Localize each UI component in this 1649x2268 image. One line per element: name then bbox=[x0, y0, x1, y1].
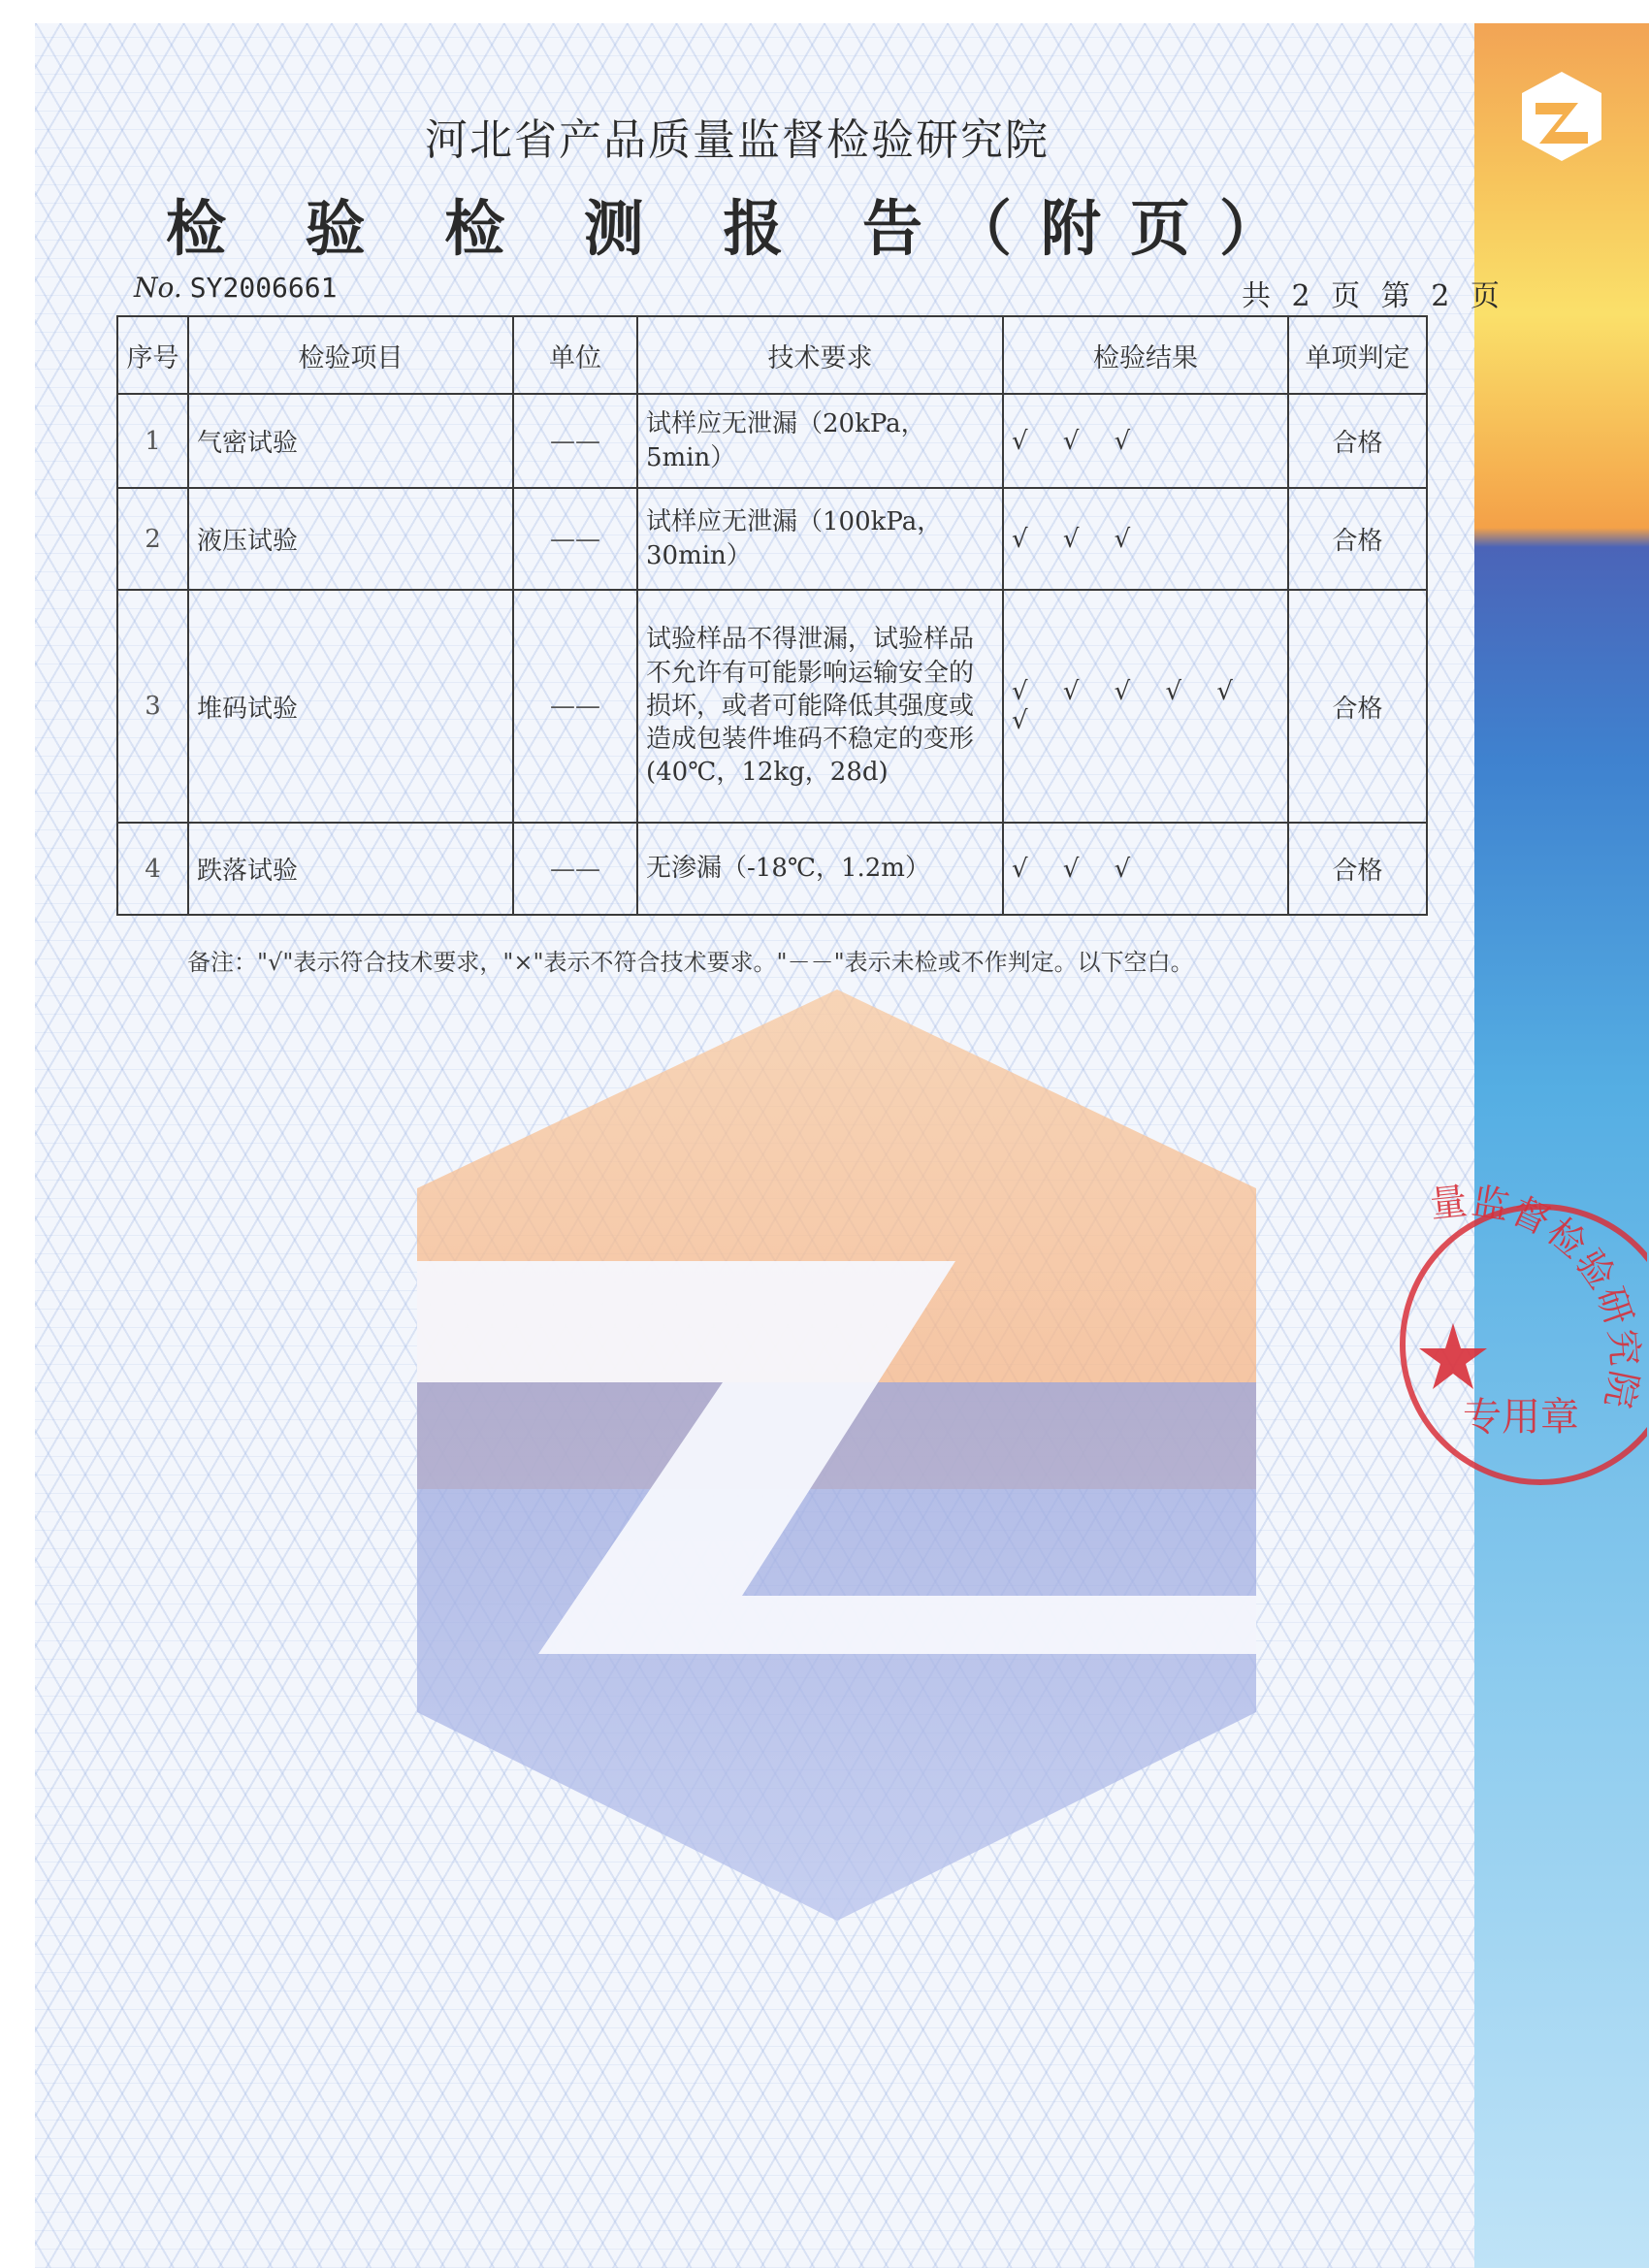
row-seq: 2 bbox=[117, 488, 188, 590]
row-unit: —— bbox=[513, 488, 637, 590]
table-row bbox=[117, 590, 1427, 823]
row-seq: 1 bbox=[117, 394, 188, 488]
row-seq: 3 bbox=[117, 590, 188, 823]
row-item: 跌落试验 bbox=[188, 823, 513, 915]
row-item: 气密试验 bbox=[188, 394, 513, 488]
decorative-side-band bbox=[1474, 23, 1649, 2268]
row-judgement: 合格 bbox=[1288, 823, 1427, 915]
header-requirement: 技术要求 bbox=[637, 316, 1003, 394]
seal-text-top: 量监督检验研究院 bbox=[1428, 1179, 1647, 1414]
row-unit: —— bbox=[513, 394, 637, 488]
official-seal-icon bbox=[1395, 1160, 1647, 1490]
page-left-margin bbox=[0, 0, 35, 2268]
row-unit: —— bbox=[513, 590, 637, 823]
seal-text-bottom: 专用章 bbox=[1463, 1395, 1579, 1440]
row-requirement: 试样应无泄漏（100kPa，30min） bbox=[637, 488, 1003, 590]
watermark-logo-icon bbox=[403, 975, 1271, 1930]
report-number-label: No. bbox=[134, 272, 182, 304]
row-requirement: 试验样品不得泄漏，试验样品不允许有可能影响运输安全的损坏，或者可能降低其强度或造成包装件堆码不稳定的变形(40℃，12kg，28d) bbox=[637, 590, 1003, 823]
header-item: 检验项目 bbox=[188, 316, 513, 394]
row-result: √ √ √ bbox=[1003, 823, 1288, 915]
table-row bbox=[117, 823, 1427, 915]
row-seq: 4 bbox=[117, 823, 188, 915]
header-unit: 单位 bbox=[513, 316, 637, 394]
institute-name: 河北省产品质量监督检验研究院 bbox=[425, 115, 1050, 165]
institute-logo-icon bbox=[1518, 68, 1605, 165]
page-top-margin bbox=[0, 0, 1649, 23]
row-result: √ √ √ bbox=[1003, 394, 1288, 488]
row-requirement: 无渗漏（-18℃，1.2m） bbox=[637, 823, 1003, 915]
header-judgement: 单项判定 bbox=[1288, 316, 1427, 394]
row-requirement: 试样应无泄漏（20kPa，5min） bbox=[637, 394, 1003, 488]
report-number bbox=[134, 272, 337, 304]
report-number-value: SY2006661 bbox=[189, 272, 338, 304]
header-seq: 序号 bbox=[117, 316, 188, 394]
report-title: 检 验 检 测 报 告（附页） bbox=[166, 193, 1309, 264]
table-row bbox=[117, 488, 1427, 590]
inspection-results-table bbox=[116, 315, 1428, 916]
remarks-note: 备注："√"表示符合技术要求，"×"表示不符合技术要求。"－－"表示未检或不作判定。以下空白。 bbox=[187, 949, 1194, 976]
row-result: √ √ √ √ √ √ bbox=[1003, 590, 1288, 823]
row-unit: —— bbox=[513, 823, 637, 915]
row-judgement: 合格 bbox=[1288, 394, 1427, 488]
table-row bbox=[117, 394, 1427, 488]
row-judgement: 合格 bbox=[1288, 488, 1427, 590]
row-item: 堆码试验 bbox=[188, 590, 513, 823]
row-result: √ √ √ bbox=[1003, 488, 1288, 590]
row-judgement: 合格 bbox=[1288, 590, 1427, 823]
page-count: 共 2 页 第 2 页 bbox=[1242, 279, 1505, 313]
row-item: 液压试验 bbox=[188, 488, 513, 590]
table-header-row bbox=[117, 316, 1427, 394]
header-result: 检验结果 bbox=[1003, 316, 1288, 394]
